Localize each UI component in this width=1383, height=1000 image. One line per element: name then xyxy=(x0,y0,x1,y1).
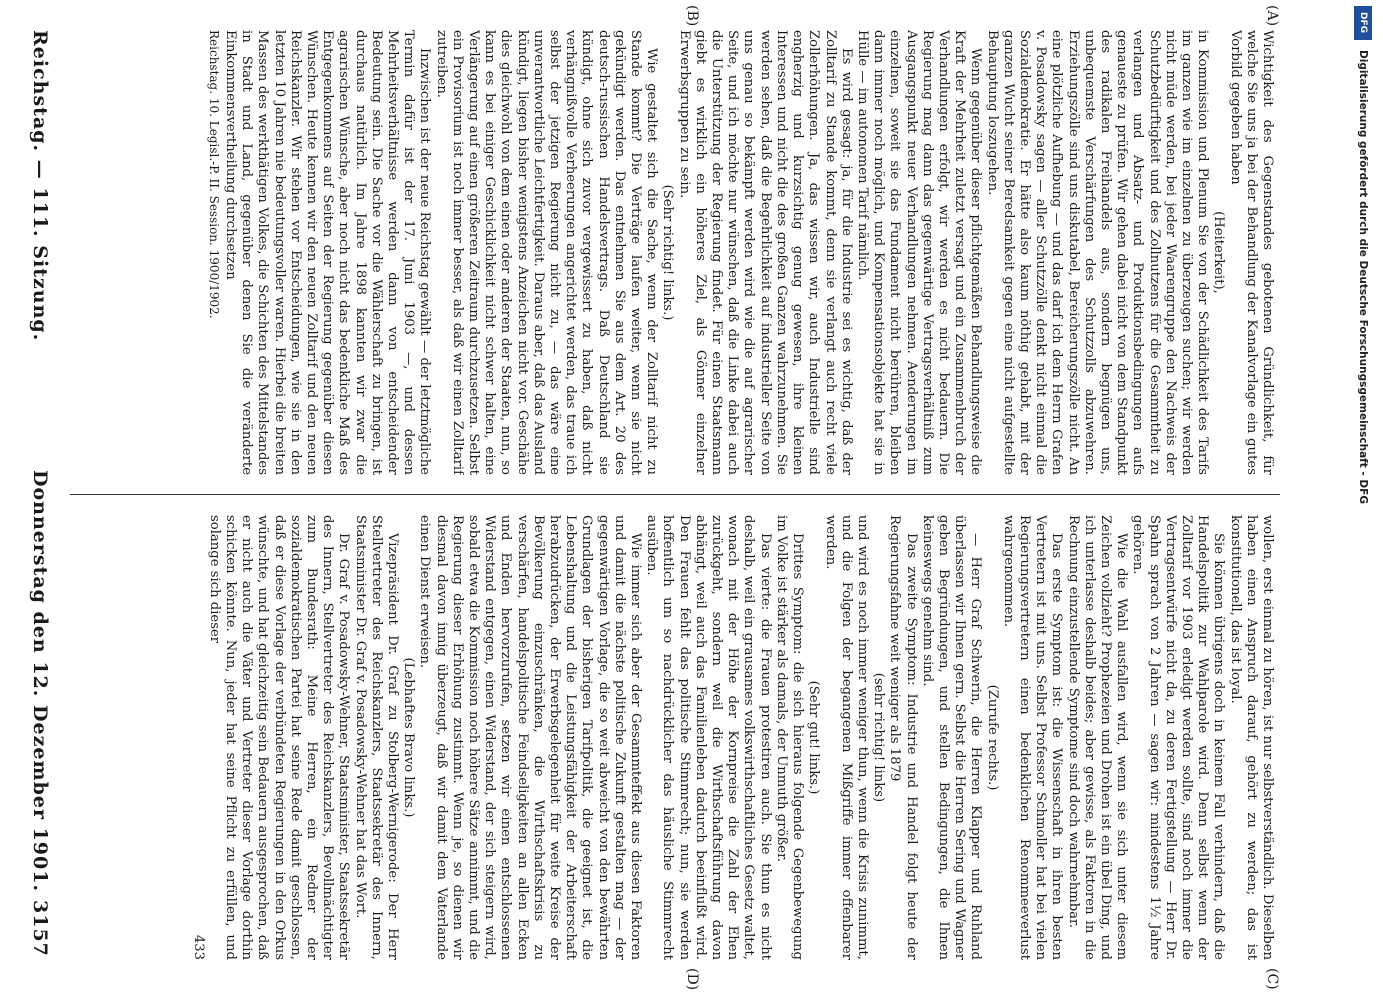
paragraph: Das erste Symptom ist: die Wissenschaft in ihren besten Vertretern ist mit uns. Selbst Professor Schmoller hat bei vielen Regierungsvertretern einen bedenklichen Renommeeverlust wahrgenommen. xyxy=(1000,515,1065,960)
speaker-paragraph: Dr. Graf v. Posadowsky-Wehner, Staatsminister, Staatssekretär des Innern, Stellvertreter des Reichskanzlers, Bevollmächtigter zum Bundesrath: Meine Herren, ein Redner der sozialdemokratischen Partei hat seine Rede damit geschlossen, daß er diese Vorlage der verbündeten Regierungen in den Orkus wünschte, und hat gleichzeitig sein Bedauern ausgesprochen, daß er nicht auch die Väter und Vertreter dieser Vorlage dorthin schicken könnte. Nun, jeder hat seine Pflicht zu erfüllen, und solange sich dieser xyxy=(206,515,352,960)
interjection: (Sehr richtig! links.) xyxy=(660,184,676,321)
column-divider xyxy=(70,494,1280,495)
interjection: (sehr richtig! links) xyxy=(871,672,887,803)
speaker-paragraph: Vizepräsident Dr. Graf zu Stolberg-Wernigerode: Der Herr Stellvertreter des Reichskanzlers, Staatssekretär des Innern, Staatsminister Dr. Graf v. Posadowsky-Wehner hat das Wort. xyxy=(352,515,401,960)
paragraph: Es wird gesagt: ja, für die Industrie sei es wichtig, daß der Zolltarif zu Stande kommt, denn sie verlangt auch recht viele Zollerhöhungen. Ja, das wissen wir, auch Industrielle sind engherzig und kurzsichtig genug gewesen, ihre kleinen Interessen und nicht die des großen Ganzen wahrzunehmen. Sie werden sehen, daß die Begehrlichkeit auf industrieller Seite von uns genau so bekämpft werden wird wie die auf agrarischer Seite, und ich möchte nur wünschen, daß die Linke dabei auch die Unterstützung der Regierung findet. Für einen Staatsmann giebt es wirklich ein höheres Ziel, als Gönner einzelner Erwerbsgruppen zu sein. xyxy=(676,30,854,475)
header-date: Donnerstag den 12. Dezember 1901. xyxy=(29,470,51,893)
left-column xyxy=(75,30,1275,475)
page-footer xyxy=(206,30,222,475)
paragraph: Inzwischen ist der neue Reichstag gewählt — der letztmögliche Termin dafür ist der 17. Juni 1903 —, und dessen Mehrheitsverhältnisse werden dann von entscheidender Bedeutung sein. Die Sache vor die Wählerschaft zu bringen, ist durchaus natürlich. Im Jahre 1898 kannten wir zwar die agrarischen Wünsche, aber noch nicht das bedenkliche Maß des Entgegenkommens auf Seiten der Regierung gegenüber diesen Wünschen. Heute kennen wir den neuen Zolltarif und den neuen Reichskanzler. Wir stehen vor Entscheidungen, wie sie in den letzten 10 Jahren nie bedeutungsvoller waren. Hierbei die breiten Massen des werkthätigen Volkes, die Schichten des Mittelstandes in Stadt und Land, gegenüber denen Sie die veränderte Einkommensvertheilung durchsetzen xyxy=(223,30,433,475)
paragraph: Wichtigkeit des Gegenstandes gebotenen Gründlichkeit, für welche Sie uns ja bei der Behandlung der Kanalvorlage ein gutes Vorbild gegeben haben xyxy=(1227,30,1275,475)
paragraph: Das zweite Symptom: Industrie und Handel folgt heute der Regierungsfahne weit weniger als 1879 xyxy=(887,515,919,960)
dfg-credit: Digitalisierung gefördert durch die Deutsche Forschungsgemeinschaft - DFG xyxy=(1357,50,1369,504)
paragraph: Wie die Wahl ausfallen wird, wenn sie sich unter diesem Zeichen vollzieht? Prophezeien und Drohen ist ein übel Ding, und ich unterlasse deshalb beides; aber gewisse, als Faktoren in die Rechnung einzustellende Symptome sind doch wahrnehmbar. xyxy=(1065,515,1130,960)
paragraph: und wird es noch immer weniger thun, wenn die Krisis zunimmt, und die Folgen der begangenen Mißgriffe immer offenbarer werden. xyxy=(822,515,870,960)
interjection: (Heiterkeit), xyxy=(1211,211,1227,294)
paragraph: Das vierte: die Frauen protestiren auch. Sie thun es nicht deshalb, weil ein grausames volkswirthschaftliches Gesetz waltet, wonach mit der Höhe der Kornpreise die Zahl der Ehen zurückgeht, sondern weil die Wirthschaftsführung davon abhängt, weil auch das Familienleben dadurch beeinflußt wird. Den Frauen fehlt das politische Stimmrecht; nun, sie werden hoffentlich um so nachdrücklicher das häusliche Stimmrecht ausüben. xyxy=(644,515,773,960)
margin-mark-a: (A) xyxy=(1264,5,1280,27)
sheet-number: 433 xyxy=(190,934,206,960)
paragraph: — Herr Graf Schwerin, die Herren Klapper und Ruhland überlassen wir Ihnen gern. Selbst die Herren Sering und Wagner geben Begründungen, und stellen Bedingungen, die Ihnen keineswegs genehm sind. xyxy=(919,515,984,960)
page-header xyxy=(5,0,65,1000)
paragraph: Wenn gegenüber dieser pflichtgemäßen Behandlungsweise die Kraft der Mehrheit zuletzt versagt und ein Zusammenbruch der Verhandlungen erfolgt, wir werden es nicht bedauern. Die Regierung mag dann das gegenwärtige Vertragsverhältniß zum Ausgangspunkt neuer Verhandlungen nehmen. Aenderungen im einzelnen, soweit sie das Fundament nicht berühren, bleiben dann immer noch möglich, und Kompensationsobjekte hat sie in Hülle — im autonomen Tarif nämlich. xyxy=(854,30,984,475)
paragraph: Sie können übrigens doch in keinem Fall verhindern, daß die Handelspolitik zur Wahlparole wird. Denn selbst wenn der Zolltarif vor 1903 erledigt werden sollte, sind noch immer die Vertragsentwürfe nicht da, zu deren Fertigstellung — Herr Dr. Spahn sprach von 2 Jahren — sagen wir: mindestens 1½ Jahre gehören. xyxy=(1130,515,1227,960)
dfg-logo-icon: DFG xyxy=(1354,6,1372,40)
paragraph: wollen, erst einmal zu hören, ist nur selbstverständlich. Dieselben haben einen Anspruch darauf, gehört zu werden; das ist konstitutionell, das ist loyal. xyxy=(1227,515,1275,960)
interjection: (Zurufe rechts.) xyxy=(984,684,1000,791)
paragraph: Wie immer sich aber der Gesammteffekt aus diesen Faktoren und damit die nächste politische Zukunft gestalten mag — der gegenwärtigen Vorlage, die so weit abweicht von den bewährten Grundlagen der bisherigen Tarifpolitik, die geeignet ist, die Lebenshaltung und die Leistungsfähigkeit der Arbeiterschaft herabzudrücken, der Erwerbsgelegenheit für weite Kreise der Bevölkerung einzuschränken, die Wirthschaftskrisis zu verschärfen, handelspolitische Feindseligkeiten an allen Ecken und Enden hervorzurufen, setzen wir einen entschlossenen Widerstand entgegen, einen Widerstand, der sich steigern wird, sobald etwa die Kommission noch höhere Sätze annimmt, und die Regierung dieser Erhöhung zustimmt. Wenn je, so dienen wir diesmal davon innig überzeugt, daß wir damit dem Vaterlande einen Dienst erweisen. xyxy=(417,515,644,960)
right-column xyxy=(75,515,1275,960)
margin-mark-b: (B) xyxy=(684,5,700,27)
paragraph: Wie gestaltet sich die Sache, wenn der Zolltarif nicht zu Stande kommt? Die Verträge laufen weiter, wenn sie nicht gekündigt werden. Das entnehmen Sie aus dem Art. 20 des deutsch-russischen Handelsvertrags. Daß Deutschland sie kündigt, ohne sich zuvor vergewissert zu haben, daß nicht verhängnißvolle Verheerungen angerichtet werden, das traue ich selbst der jetzigen Regierung nicht zu, — das wäre eine unverantwortliche Leichtfertigkeit. Daraus aber, daß das Ausland kündigt, liegen bisher wenigstens Anzeichen nicht vor. Geschähe dies gleichwohl von dem einen oder anderen der Staaten, nun, so kann es bei einiger Geschicklichkeit nicht schwer halten, eine Verlängerung auf einen größeren Zeitraum durchzusetzen. Selbst ein Provisorium ist noch immer besser, als daß wir einen Zolltarif zutreiben. xyxy=(433,30,660,475)
paragraph: Drittes Symptom: die sich hieraus folgende Gegenbewegung im Volke ist stärker als damals, der Unmuth größer. xyxy=(773,515,806,960)
interjection: (Sehr gut! links.) xyxy=(806,680,822,795)
page-number: 3157 xyxy=(29,900,51,957)
header-session: Reichstag. — 111. Sitzung. xyxy=(29,30,51,342)
interjection: (Lebhaftes Bravo links.) xyxy=(401,657,417,818)
digitization-sidebar xyxy=(1343,0,1383,1000)
paragraph: in Kommission und Plenum Sie von der Schädlichkeit des Tarifs im ganzen wie im einzelnen zu überzeugen suchen; wir werden nicht müde werden, bei jeder Waarengruppe den Nachweis der Schutzbedürftigkeit und des Zollnutzens für die Gesammtheit zu verlangen und Absatz- und Produktionsbedingungen aufs genaueste zu prüfen. Wir gehen dabei nicht von dem Standpunkt des radikalen Freihandels aus, sondern begnügen uns, unbequemste Verschärfungen des Schutzzolls abzuwehren. Erziehungszölle sind uns diskutabel, Bereicherungszölle nicht. An eine plötzliche Aufhebung — und das darf ich dem Herrn Grafen v. Posadowsky sagen — aller Schutzzölle denkt nicht einmal die Sozialdemokratie. Er hätte also kaum nöthig gehabt, mit der ganzen Wucht seiner Beredsamkeit gegen eine nicht aufgestellte Behauptung loszugehen. xyxy=(984,30,1211,475)
footer-session: Reichstag. 10. Legisl.-P. II. Session. 1900/1902. xyxy=(206,30,221,319)
margin-mark-c: (C) xyxy=(1264,968,1280,990)
margin-mark-d: (D) xyxy=(684,968,700,991)
